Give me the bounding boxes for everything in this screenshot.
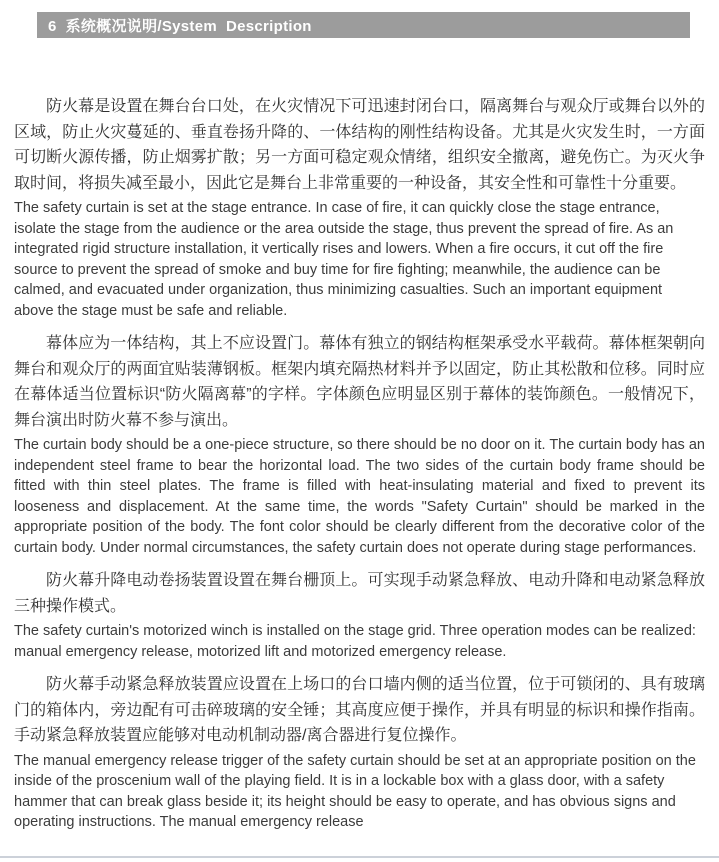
section-curtain-body <box>14 331 705 558</box>
section-safety-curtain-overview <box>14 94 705 321</box>
section-header-bar <box>37 12 690 38</box>
section-manual-emergency-release <box>14 672 705 833</box>
section-winch-operation-modes <box>14 568 705 662</box>
chinese-paragraph-manual-release: 防火幕手动紧急释放装置应设置在上场口的台口墙内侧的适当位置，位于可锁闭的、具有玻璃门的箱体内，旁边配有可击碎玻璃的安全锤；其高度应便于操作，并具有明显的标识和操作指南。手动紧急释放装置应能够对电动机制动器/离合器进行复位操作。 <box>14 676 705 744</box>
english-paragraph-curtain-body: The curtain body should be a one-piece structure, so there should be no door on it. The curtain body has an independent steel frame to bear the horizontal load. The two sides of the curtain body frame should be fitted with thin steel plates. The frame is filled with heat-insulating material and fixed to prevent its looseness and displacement. At the same time, the words "Safety Curtain" should be marked in the appropriate position of the body. The font color should be clearly different from the decorative color of the curtain body. Under normal circumstances, the safety curtain does not operate during stage performances. <box>14 437 705 556</box>
english-paragraph-winch: The safety curtain's motorized winch is installed on the stage grid. Three operation modes can be realized: manual emergency release, motorized lift and motorized emergency release. <box>14 623 696 660</box>
document-body <box>14 94 705 833</box>
chinese-paragraph-curtain-body: 幕体应为一体结构，其上不应设置门。幕体有独立的钢结构框架承受水平载荷。幕体框架朝向舞台和观众厅的两面宜贴装薄钢板。框架内填充隔热材料并予以固定，防止其松散和位移。同时应在幕体适当位置标识“防火隔离幕”的字样。字体颜色应明显区别于幕体的装饰颜色。一般情况下，舞台演出时防火幕不参与演出。 <box>14 335 705 429</box>
chinese-paragraph-winch: 防火幕升降电动卷扬装置设置在舞台栅顶上。可实现手动紧急释放、电动升降和电动紧急释放三种操作模式。 <box>14 572 705 615</box>
chinese-paragraph-overview: 防火幕是设置在舞台台口处，在火灾情况下可迅速封闭台口，隔离舞台与观众厅或舞台以外的区域，防止火灾蔓延的、垂直卷扬升降的、一体结构的刚性结构设备。尤其是火灾发生时，一方面可切断火源传播，防止烟雾扩散；另一方面可稳定观众情绪，组织安全撤离，避免伤亡。为灭火争取时间，将损失减至最小，因此它是舞台上非常重要的一种设备，其安全性和可靠性十分重要。 <box>14 98 705 192</box>
english-paragraph-manual-release: The manual emergency release trigger of the safety curtain should be set at an appropriate position on the inside of the proscenium wall of the playing field. It is in a lockable box with a glass door, with a safety hammer that can break glass beside it; its height should be easy to operate, and has obvious signs and operating instructions. The manual emergency release <box>14 752 696 830</box>
english-paragraph-overview: The safety curtain is set at the stage entrance. In case of fire, it can quickly close the stage entrance, isolate the stage from the audience or the area outside the stage, thus prevent the spread of fire. As an integrated rigid structure installation, it vertically rises and lowers. When a fire occurs, it cut off the fire source to prevent the spread of smoke and buy time for fire fighting; meanwhile, the audience can be calmed, and evacuated under organization, thus minimizing casualties. Such an important equipment above the stage must be safe and reliable. <box>14 200 674 319</box>
section-header-title: 6 系统概况说明/System Description <box>48 17 312 35</box>
page-bottom-divider <box>0 856 719 858</box>
